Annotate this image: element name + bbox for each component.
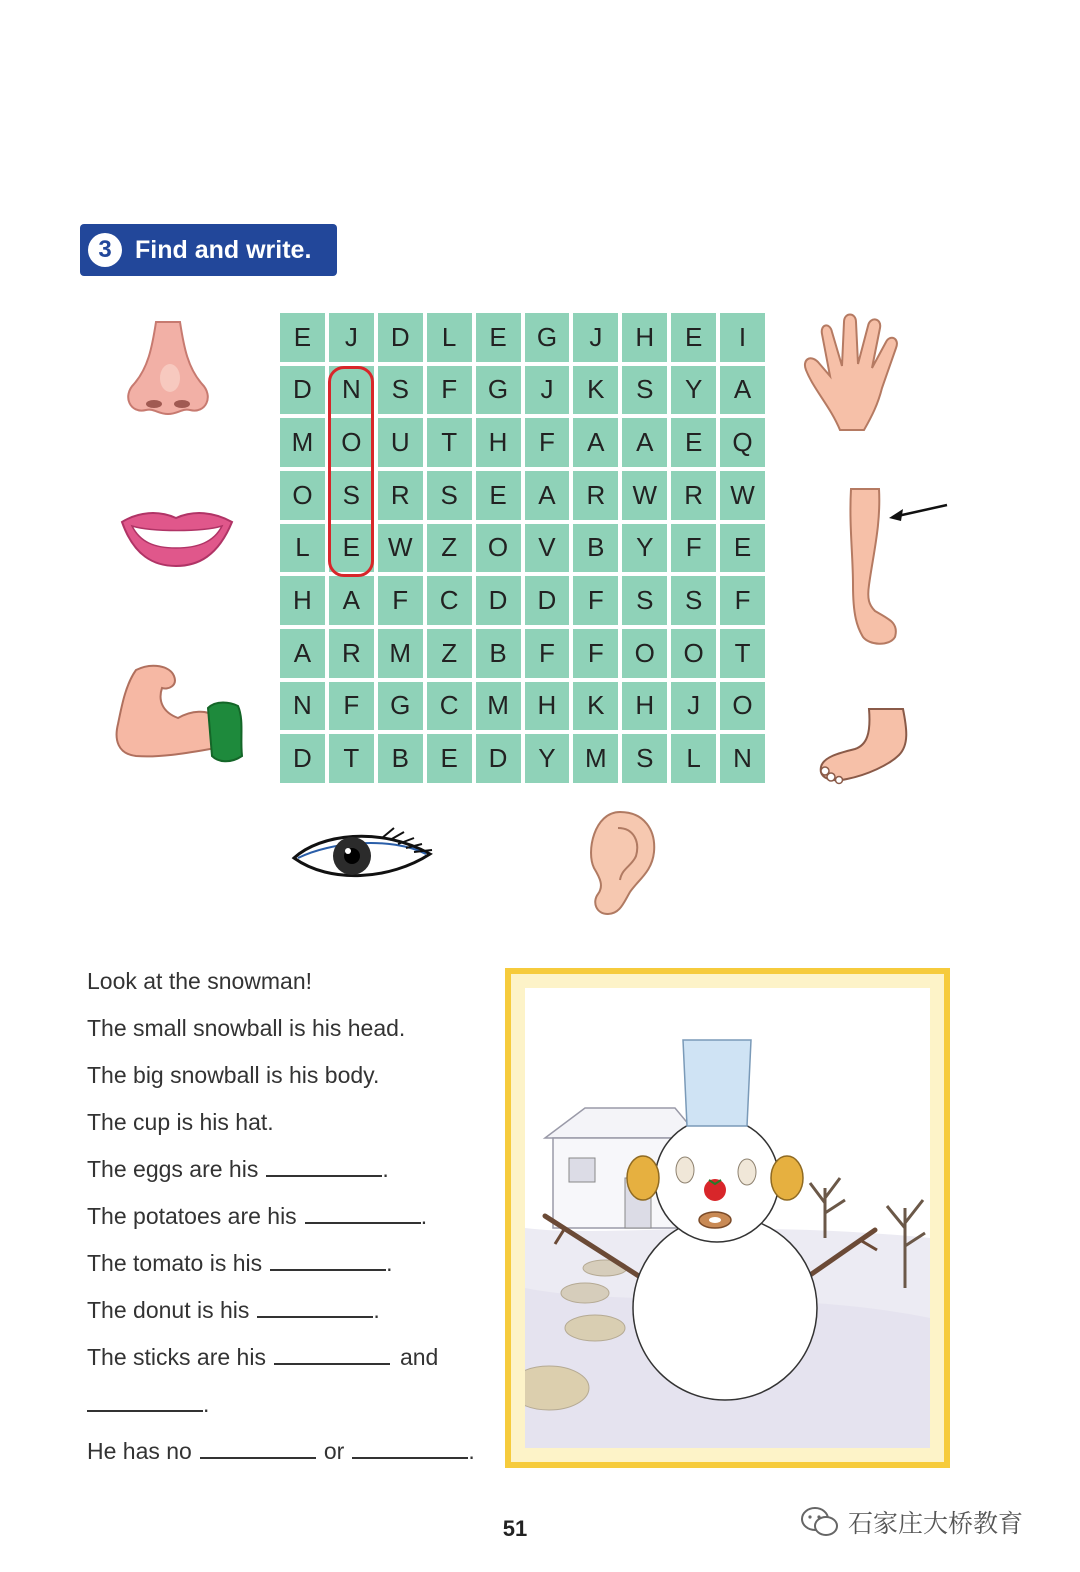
period: .	[468, 1438, 475, 1464]
grid-cell: J	[525, 366, 570, 415]
reading-line-5	[87, 1156, 389, 1183]
eye-icon	[290, 824, 438, 886]
line-text: The sticks are his	[87, 1344, 266, 1370]
line-text: Look at the snowman!	[87, 968, 313, 994]
exercise-number: 3	[88, 233, 122, 267]
reading-line-9	[87, 1344, 438, 1371]
ear-icon	[580, 808, 660, 920]
grid-cell: F	[720, 576, 765, 625]
grid-cell: D	[476, 734, 521, 783]
grid-cell: B	[573, 524, 618, 573]
grid-cell: D	[280, 734, 325, 783]
grid-cell: K	[573, 366, 618, 415]
answer-blank[interactable]	[266, 1157, 382, 1177]
grid-cell: E	[671, 313, 716, 362]
grid-cell: O	[476, 524, 521, 573]
grid-cell: V	[525, 524, 570, 573]
grid-cell: E	[329, 524, 374, 573]
grid-cell: J	[329, 313, 374, 362]
grid-cell: O	[329, 418, 374, 467]
grid-cell: G	[525, 313, 570, 362]
grid-cell: B	[476, 629, 521, 678]
grid-cell: M	[573, 734, 618, 783]
line-text: The cup is his hat.	[87, 1109, 274, 1135]
snowman-illustration	[525, 988, 930, 1448]
grid-cell: L	[427, 313, 472, 362]
line-text: The small snowball is his head.	[87, 1015, 406, 1041]
grid-cell: M	[476, 682, 521, 731]
grid-cell: A	[720, 366, 765, 415]
grid-cell: L	[671, 734, 716, 783]
grid-cell: L	[280, 524, 325, 573]
line-text: The potatoes are his	[87, 1203, 297, 1229]
grid-cell: S	[427, 471, 472, 520]
grid-cell: T	[329, 734, 374, 783]
grid-cell: G	[378, 682, 423, 731]
grid-cell: F	[525, 418, 570, 467]
page-number: 51	[502, 1516, 528, 1541]
grid-cell: O	[671, 629, 716, 678]
grid-cell: J	[573, 313, 618, 362]
grid-cell: O	[280, 471, 325, 520]
answer-blank[interactable]	[274, 1345, 390, 1365]
grid-cell: A	[573, 418, 618, 467]
grid-cell: C	[427, 576, 472, 625]
grid-cell: D	[476, 576, 521, 625]
grid-cell: R	[378, 471, 423, 520]
grid-cell: F	[573, 576, 618, 625]
grid-cell: W	[720, 471, 765, 520]
period: .	[373, 1297, 380, 1323]
hand-icon	[800, 310, 906, 434]
line-text: and	[399, 1344, 439, 1370]
grid-cell: S	[622, 734, 667, 783]
mouth-icon	[118, 508, 236, 570]
grid-cell: F	[329, 682, 374, 731]
foot-icon	[815, 705, 913, 785]
grid-cell: Y	[671, 366, 716, 415]
grid-cell: I	[720, 313, 765, 362]
reading-line-6	[87, 1203, 427, 1230]
grid-cell: B	[378, 734, 423, 783]
grid-cell: R	[329, 629, 374, 678]
grid-cell: S	[378, 366, 423, 415]
grid-cell: N	[280, 682, 325, 731]
grid-cell: N	[720, 734, 765, 783]
period: .	[386, 1250, 393, 1276]
grid-cell: A	[622, 418, 667, 467]
grid-cell: N	[329, 366, 374, 415]
line-text: The eggs are his	[87, 1156, 259, 1182]
grid-cell: E	[476, 313, 521, 362]
grid-cell: U	[378, 418, 423, 467]
answer-blank[interactable]	[305, 1204, 421, 1224]
grid-cell: T	[427, 418, 472, 467]
grid-cell: S	[671, 576, 716, 625]
grid-cell: Y	[622, 524, 667, 573]
line-text: The donut is his	[87, 1297, 250, 1323]
line-text: The big snowball is his body.	[87, 1062, 380, 1088]
grid-cell: K	[573, 682, 618, 731]
grid-cell: E	[476, 471, 521, 520]
grid-cell: D	[378, 313, 423, 362]
grid-cell: M	[280, 418, 325, 467]
grid-cell: C	[427, 682, 472, 731]
grid-cell: J	[671, 682, 716, 731]
exercise-heading	[80, 224, 337, 276]
wechat-icon	[800, 1505, 840, 1539]
line-text: He has no	[87, 1438, 192, 1464]
reading-line-3	[87, 1062, 379, 1089]
grid-cell: F	[671, 524, 716, 573]
grid-cell: Y	[525, 734, 570, 783]
grid-cell: F	[573, 629, 618, 678]
reading-line-4	[87, 1109, 274, 1136]
grid-cell: E	[671, 418, 716, 467]
grid-cell: H	[622, 682, 667, 731]
grid-cell: R	[671, 471, 716, 520]
grid-cell: M	[378, 629, 423, 678]
nose-icon	[118, 318, 218, 418]
reading-line-7	[87, 1250, 393, 1277]
answer-blank[interactable]	[352, 1439, 468, 1459]
grid-cell: H	[476, 418, 521, 467]
line-text: The tomato is his	[87, 1250, 263, 1276]
grid-cell: A	[525, 471, 570, 520]
grid-cell: A	[329, 576, 374, 625]
answer-blank[interactable]	[87, 1392, 203, 1412]
answer-blank[interactable]	[200, 1439, 316, 1459]
grid-cell: E	[720, 524, 765, 573]
snowman-scene	[525, 988, 930, 1448]
reading-line-11	[87, 1438, 475, 1465]
grid-cell: D	[280, 366, 325, 415]
grid-cell: Z	[427, 524, 472, 573]
answer-blank[interactable]	[257, 1298, 373, 1318]
grid-cell: O	[720, 682, 765, 731]
grid-cell: F	[525, 629, 570, 678]
found-word-ring	[328, 366, 374, 577]
grid-cell: D	[525, 576, 570, 625]
period: .	[420, 1203, 428, 1229]
period: .	[203, 1391, 210, 1417]
reading-line-1	[87, 968, 312, 995]
grid-cell: H	[525, 682, 570, 731]
grid-cell: G	[476, 366, 521, 415]
grid-cell: F	[378, 576, 423, 625]
grid-cell: Q	[720, 418, 765, 467]
reading-line-8	[87, 1297, 380, 1324]
grid-cell: T	[720, 629, 765, 678]
grid-cell: F	[427, 366, 472, 415]
grid-cell: S	[329, 471, 374, 520]
reading-line-10	[87, 1391, 209, 1418]
grid-cell: W	[378, 524, 423, 573]
exercise-instruction: Find and write.	[135, 235, 312, 264]
period: .	[382, 1156, 389, 1182]
grid-cell: A	[280, 629, 325, 678]
leg-icon	[835, 485, 955, 650]
grid-cell: Z	[427, 629, 472, 678]
answer-blank[interactable]	[270, 1251, 386, 1271]
reading-line-2	[87, 1015, 405, 1042]
arm-icon	[112, 660, 244, 770]
watermark-text: 石家庄大桥教育	[848, 1509, 1024, 1538]
grid-cell: E	[280, 313, 325, 362]
grid-cell: R	[573, 471, 618, 520]
watermark	[800, 1504, 1023, 1540]
grid-cell: S	[622, 366, 667, 415]
line-text: or	[323, 1438, 345, 1464]
grid-cell: S	[622, 576, 667, 625]
grid-cell: H	[622, 313, 667, 362]
grid-cell: E	[427, 734, 472, 783]
grid-cell: W	[622, 471, 667, 520]
grid-cell: O	[622, 629, 667, 678]
grid-cell: H	[280, 576, 325, 625]
